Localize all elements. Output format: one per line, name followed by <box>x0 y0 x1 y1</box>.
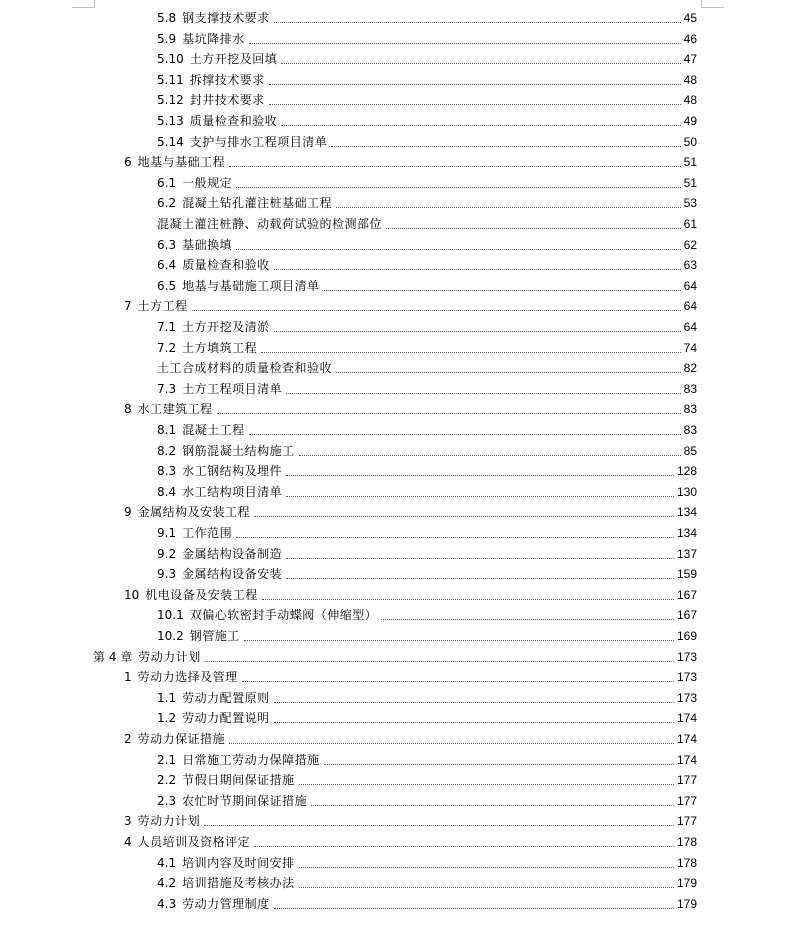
toc-entry-page-number: 134 <box>676 526 697 540</box>
toc-entry-page-number: 61 <box>683 217 697 231</box>
toc-entry-number: 10.2 <box>157 629 184 643</box>
toc-entry[interactable] <box>157 315 697 335</box>
toc-entry-page-number: 51 <box>683 155 697 170</box>
toc-entry-title: 水工建筑工程 <box>137 402 213 417</box>
toc-entry[interactable] <box>157 27 697 47</box>
toc-entry[interactable] <box>124 665 697 685</box>
toc-entry[interactable] <box>157 130 697 150</box>
toc-entry-title: 培训措施及考核办法 <box>182 876 295 891</box>
toc-entry-number: 第 4 章 <box>93 649 133 664</box>
toc-entry-title: 钢管施工 <box>189 629 240 643</box>
toc-entry-page-number: 64 <box>683 299 697 314</box>
toc-entry-title: 基础换填 <box>182 237 233 252</box>
toc-entry-number: 9.1 <box>157 526 177 540</box>
toc-entry-page-number: 74 <box>683 340 697 355</box>
toc-entry-page-number: 178 <box>676 835 697 849</box>
toc-entry-number: 2.2 <box>157 773 177 788</box>
toc-entry-page-number: 159 <box>676 567 697 582</box>
toc-entry[interactable] <box>157 171 697 191</box>
toc-dot-leader <box>261 351 681 353</box>
toc-entry-page-number: 83 <box>683 402 697 417</box>
toc-dot-leader <box>311 804 674 806</box>
toc-entry-title: 金属结构及安装工程 <box>137 505 251 520</box>
toc-dot-leader <box>274 21 681 23</box>
toc-dot-leader <box>236 186 681 188</box>
toc-entry[interactable] <box>124 500 697 520</box>
toc-entry-title: 水工钢结构及埋件 <box>182 464 283 479</box>
toc-entry-title: 劳动力选择及管理 <box>137 670 238 685</box>
toc-entry[interactable] <box>157 686 697 706</box>
page-corner-mark-right <box>701 0 724 8</box>
toc-entry-title: 机电设备及安装工程 <box>145 587 258 602</box>
toc-entry-page-number: 173 <box>676 690 697 705</box>
toc-entry-title: 支护与排水工程项目清单 <box>189 134 328 149</box>
toc-entry[interactable] <box>157 88 697 108</box>
toc-dot-leader <box>254 515 674 517</box>
toc-entry-page-number: 64 <box>683 320 697 334</box>
toc-entry-page-number: 174 <box>676 711 697 726</box>
toc-entry-number: 6 <box>124 155 132 170</box>
toc-entry-page-number: 174 <box>676 752 697 767</box>
toc-dot-leader <box>204 824 674 826</box>
toc-entry-title: 金属结构设备安装 <box>182 567 283 582</box>
toc-dot-leader <box>324 763 674 765</box>
toc-entry-title: 质量检查和验收 <box>189 114 278 128</box>
toc-dot-leader <box>242 680 674 682</box>
toc-entry[interactable] <box>157 191 697 211</box>
toc-entry-number: 7.1 <box>157 320 177 334</box>
toc-dot-leader <box>299 886 674 888</box>
toc-entry-number: 7 <box>124 299 132 314</box>
toc-entry[interactable] <box>124 397 697 417</box>
toc-entry-number: 7.3 <box>157 381 177 396</box>
toc-entry-number: 2.3 <box>157 793 177 808</box>
toc-entry-title: 节假日期间保证措施 <box>182 773 295 788</box>
toc-entry-page-number: 63 <box>683 258 697 273</box>
toc-entry-page-number: 178 <box>676 855 697 870</box>
toc-entry-page-number: 48 <box>683 72 697 87</box>
toc-entry-page-number: 173 <box>676 649 697 664</box>
toc-entry-number: 5.9 <box>157 31 177 46</box>
toc-entry-title: 基坑降排水 <box>182 31 245 46</box>
toc-dot-leader <box>286 495 674 497</box>
toc-entry-page-number: 47 <box>683 52 697 67</box>
toc-entry-title: 水工结构项目清单 <box>182 484 283 499</box>
toc-entry-title: 混凝土灌注桩静、动载荷试验的检测部位 <box>157 217 383 231</box>
toc-entry[interactable] <box>157 789 697 809</box>
toc-entry[interactable] <box>124 830 697 850</box>
toc-entry[interactable] <box>157 562 697 582</box>
toc-dot-leader <box>381 618 674 620</box>
toc-entry-number: 10.1 <box>157 608 184 623</box>
toc-entry-page-number: 137 <box>676 546 697 561</box>
toc-entry[interactable] <box>157 233 697 253</box>
toc-entry-number: 8.2 <box>157 443 177 458</box>
toc-entry[interactable] <box>157 624 697 644</box>
toc-dot-leader <box>336 206 681 208</box>
toc-entry-number: 4 <box>124 835 132 849</box>
toc-entry-title: 劳动力管理制度 <box>182 896 270 911</box>
toc-entry-number: 8.4 <box>157 484 177 499</box>
toc-entry-page-number: 45 <box>683 11 697 25</box>
toc-entry-page-number: 82 <box>683 361 697 376</box>
toc-entry-number: 6.1 <box>157 175 177 190</box>
toc-entry-title: 钢支撑技术要求 <box>182 11 270 25</box>
toc-dot-leader <box>205 660 674 662</box>
toc-entry-number: 5.11 <box>157 72 184 87</box>
toc-dot-leader <box>274 907 674 909</box>
toc-entry[interactable] <box>157 521 697 541</box>
toc-dot-leader <box>274 268 681 270</box>
toc-entry-title: 混凝土钻孔灌注桩基础工程 <box>182 196 333 211</box>
toc-dot-leader <box>249 433 681 435</box>
toc-entry-number: 8.3 <box>157 464 177 479</box>
toc-entry[interactable] <box>157 748 697 768</box>
toc-entry-title: 拆撑技术要求 <box>189 72 265 87</box>
toc-entry-number: 9.3 <box>157 567 177 582</box>
toc-entry-page-number: 50 <box>683 134 697 149</box>
toc-entry-number: 10 <box>124 587 140 602</box>
toc-entry-page-number: 174 <box>676 732 697 746</box>
toc-entry-number: 6.2 <box>157 196 177 211</box>
toc-entry[interactable] <box>157 109 697 129</box>
toc-dot-leader <box>299 866 674 868</box>
toc-entry-page-number: 49 <box>683 114 697 128</box>
toc-entry-number: 5.8 <box>157 11 177 25</box>
toc-entry-title: 土方工程 <box>137 299 188 314</box>
toc-entry[interactable] <box>157 377 697 397</box>
toc-entry[interactable] <box>157 336 697 356</box>
page-corner-mark-left <box>72 0 95 8</box>
toc-entry-page-number: 167 <box>676 608 697 623</box>
toc-entry-number: 5.14 <box>157 134 184 149</box>
toc-entry-title: 一般规定 <box>182 175 233 190</box>
toc-entry[interactable] <box>157 459 697 479</box>
toc-dot-leader <box>249 42 681 44</box>
toc-entry-page-number: 48 <box>683 93 697 108</box>
toc-entry-title: 钢筋混凝土结构施工 <box>182 443 295 458</box>
toc-entry[interactable] <box>157 542 697 562</box>
toc-entry-page-number: 177 <box>676 793 697 808</box>
toc-entry[interactable] <box>157 892 697 912</box>
toc-entry[interactable] <box>157 439 697 459</box>
toc-entry-page-number: 173 <box>676 670 697 685</box>
toc-entry-number: 1 <box>124 670 132 685</box>
toc-entry-title: 劳动力保证措施 <box>137 732 226 746</box>
toc-entry-page-number: 62 <box>683 237 697 252</box>
toc-entry-page-number: 128 <box>676 464 697 479</box>
toc-entry[interactable] <box>157 418 697 438</box>
toc-entry-page-number: 167 <box>676 587 697 602</box>
toc-entry[interactable] <box>157 47 697 67</box>
toc-entry-number: 7.2 <box>157 340 177 355</box>
toc-dot-leader <box>254 845 674 847</box>
toc-dot-leader <box>286 474 674 476</box>
toc-entry-page-number: 179 <box>676 876 697 891</box>
toc-entry-title: 土工合成材料的质量检查和验收 <box>157 361 333 376</box>
toc-entry-number: 6.3 <box>157 237 177 252</box>
toc-entry[interactable] <box>157 6 697 26</box>
toc-entry-page-number: 85 <box>683 443 697 458</box>
toc-dot-leader <box>386 227 681 229</box>
toc-entry-number: 8.1 <box>157 423 177 437</box>
toc-dot-leader <box>274 721 674 723</box>
toc-entry-page-number: 177 <box>676 814 697 829</box>
toc-entry[interactable] <box>157 274 697 294</box>
toc-dot-leader <box>286 577 674 579</box>
toc-dot-leader <box>299 454 681 456</box>
toc-entry-title: 人员培训及资格评定 <box>137 835 251 849</box>
toc-entry-number: 4.2 <box>157 876 177 891</box>
toc-entry[interactable] <box>157 851 697 871</box>
toc-entry-page-number: 51 <box>683 175 697 190</box>
toc-entry[interactable] <box>124 150 697 170</box>
toc-entry-number: 9.2 <box>157 546 177 561</box>
toc-dot-leader <box>236 536 674 538</box>
toc-entry-title: 土方开挖及清淤 <box>182 320 270 334</box>
toc-dot-leader <box>192 309 681 311</box>
toc-entry-page-number: 177 <box>676 773 697 788</box>
toc-entry-title: 地基与基础工程 <box>137 155 226 170</box>
toc-entry-page-number: 64 <box>683 278 697 293</box>
toc-entry-page-number: 169 <box>676 629 697 643</box>
toc-entry-page-number: 179 <box>676 896 697 911</box>
toc-entry-title: 劳动力配置原则 <box>182 690 270 705</box>
toc-entry-title: 质量检查和验收 <box>182 258 270 273</box>
toc-entry-number: 4.3 <box>157 896 177 911</box>
toc-entry-number: 8 <box>124 402 132 417</box>
toc-entry-title: 劳动力计划 <box>137 814 201 829</box>
toc-entry[interactable] <box>157 768 697 788</box>
toc-entry-number: 1.1 <box>157 690 177 705</box>
toc-entry[interactable] <box>157 68 697 88</box>
toc-entry-number: 1.2 <box>157 711 177 726</box>
toc-entry[interactable] <box>157 706 697 726</box>
toc-dot-leader <box>229 742 674 744</box>
toc-entry-title: 农忙时节期间保证措施 <box>182 793 308 808</box>
toc-dot-leader <box>217 412 681 414</box>
toc-dot-leader <box>286 392 681 394</box>
toc-entry-number: 6.5 <box>157 278 177 293</box>
toc-dot-leader <box>269 83 681 85</box>
toc-entry[interactable] <box>157 871 697 891</box>
toc-entry-page-number: 130 <box>676 484 697 499</box>
toc-entry-number: 6.4 <box>157 258 177 273</box>
toc-entry-title: 日常施工劳动力保障措施 <box>182 752 320 767</box>
toc-dot-leader <box>269 103 681 105</box>
toc-dot-leader <box>281 124 680 126</box>
toc-entry[interactable] <box>157 356 697 376</box>
toc-entry-page-number: 134 <box>676 505 697 520</box>
toc-entry-title: 封井技术要求 <box>189 93 265 108</box>
toc-entry-number: 2.1 <box>157 752 177 767</box>
toc-entry-number: 2 <box>124 732 132 746</box>
toc-entry-title: 土方填筑工程 <box>182 340 258 355</box>
toc-entry-number: 5.10 <box>157 52 184 67</box>
toc-entry[interactable] <box>157 603 697 623</box>
toc-dot-leader <box>299 783 674 785</box>
toc-dot-leader <box>244 639 674 641</box>
toc-entry[interactable] <box>124 809 697 829</box>
toc-entry-page-number: 46 <box>683 31 697 46</box>
toc-entry[interactable] <box>157 212 697 232</box>
toc-entry[interactable] <box>124 727 697 747</box>
toc-entry[interactable] <box>124 583 697 603</box>
toc-entry[interactable] <box>157 253 697 273</box>
toc-dot-leader <box>331 145 680 147</box>
toc-dot-leader <box>262 598 674 600</box>
toc-entry-title: 土方开挖及回填 <box>189 52 278 67</box>
toc-dot-leader <box>324 289 681 291</box>
toc-entry-title: 地基与基础施工项目清单 <box>182 278 320 293</box>
toc-dot-leader <box>281 62 680 64</box>
toc-entry-number: 4.1 <box>157 855 177 870</box>
toc-dot-leader <box>274 701 674 703</box>
toc-entry-title: 土方工程项目清单 <box>182 381 283 396</box>
toc-dot-leader <box>236 248 681 250</box>
toc-entry-title: 混凝土工程 <box>182 423 245 437</box>
toc-entry-page-number: 83 <box>683 381 697 396</box>
toc-entry-number: 5.13 <box>157 114 184 128</box>
toc-entry[interactable] <box>93 645 697 665</box>
toc-dot-leader <box>336 371 681 373</box>
toc-entry-title: 金属结构设备制造 <box>182 546 283 561</box>
toc-entry[interactable] <box>124 294 697 314</box>
toc-entry-title: 双偏心软密封手动蝶阀（伸缩型） <box>189 608 378 623</box>
toc-entry[interactable] <box>157 480 697 500</box>
toc-entry-title: 培训内容及时间安排 <box>182 855 295 870</box>
toc-entry-page-number: 83 <box>683 423 697 437</box>
toc-dot-leader <box>229 165 680 167</box>
toc-dot-leader <box>286 557 674 559</box>
toc-dot-leader <box>274 330 681 332</box>
toc-entry-title: 工作范围 <box>182 526 233 540</box>
toc-entry-number: 9 <box>124 505 132 520</box>
toc-entry-page-number: 53 <box>683 196 697 211</box>
toc-entry-title: 劳动力计划 <box>138 649 201 664</box>
toc-entry-title: 劳动力配置说明 <box>182 711 270 726</box>
toc-entry-number: 3 <box>124 814 132 829</box>
toc-entry-number: 5.12 <box>157 93 184 108</box>
